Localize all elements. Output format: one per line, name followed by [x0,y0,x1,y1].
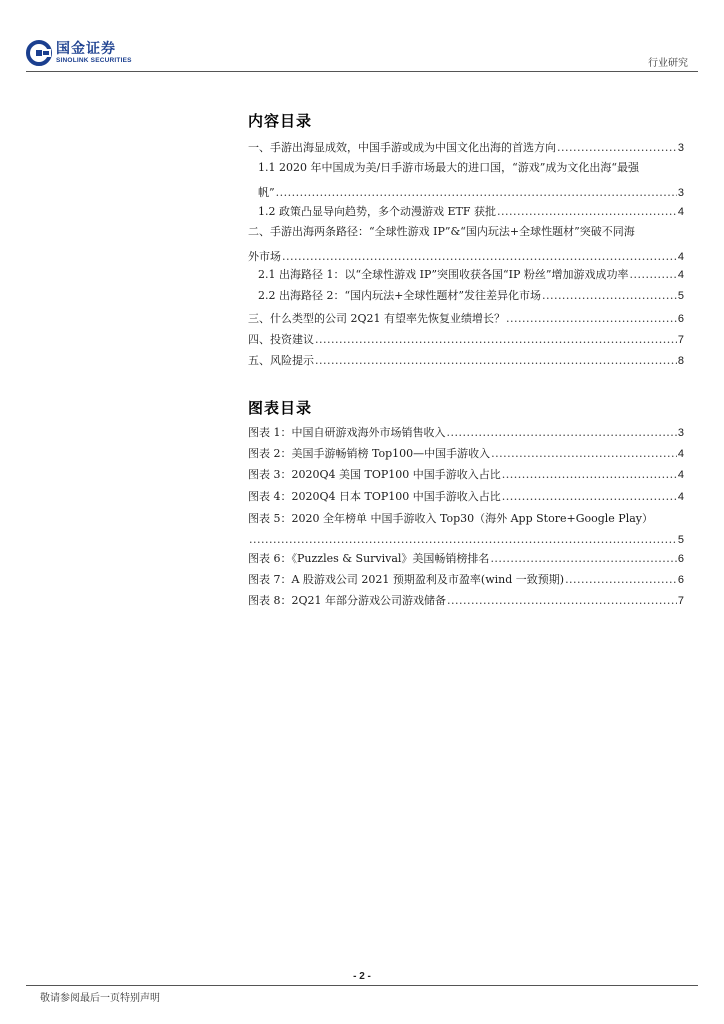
toc-entry[interactable]: 1.2 政策凸显导向趋势，多个动漫游戏 ETF 获批 ..... 4 [258,204,684,220]
header-divider [26,71,698,72]
toc-entry[interactable]: 2.2 出海路径 2：“国内玩法+全球性题材”发往差异化市场 ..... 5 [258,288,684,304]
figure-entry[interactable]: 图表 7：A 股游戏公司 2021 预期盈利及市盈率(wind 一致预期) ..... 6 [248,572,684,588]
footer-divider [26,985,698,986]
figure-entry[interactable]: 图表 8：2Q21 年部分游戏公司游戏储备 ..... 7 [248,593,684,609]
figure-entry[interactable]: 图表 2：美国手游畅销榜 Top100—中国手游收入 ..... 4 [248,446,684,462]
figure-entry[interactable]: 图表 5：2020 全年榜单 中国手游收入 Top30（海外 App Store+Google Play） ..... 5 [248,511,684,548]
figure-entry[interactable]: 图表 1：中国自研游戏海外市场销售收入 ..... 3 [248,425,684,441]
figure-entry[interactable]: 图表 3：2020Q4 美国 TOP100 中国手游收入占比 ..... 4 [248,467,684,483]
page-header [26,38,698,72]
toc-entry[interactable]: 三、什么类型的公司 2Q21 有望率先恢复业绩增长？ ..... 6 [248,311,684,327]
figure-entry[interactable]: 图表 4：2020Q4 日本 TOP100 中国手游收入占比 ..... 4 [248,489,684,505]
sinolink-logo-icon [26,40,52,66]
disclaimer-note: 敬请参阅最后一页特别声明 [40,993,160,1004]
toc-entry[interactable]: 1.1 2020 年中国成为美/日手游市场最大的进口国，“游戏”成为文化出海“最强 帆” ..... 3 [258,160,684,201]
logo-chinese-name: 国金证券 [56,40,116,57]
logo-english-name: SINOLINK SECURITIES [56,56,132,64]
report-category: 行业研究 [648,58,688,69]
figures-title: 图表目录 [248,399,313,417]
figure-entry[interactable]: 图表 6：《Puzzles & Survival》美国畅销榜排名 ..... 6 [248,551,684,567]
company-logo [26,38,132,68]
toc-entry[interactable]: 四、投资建议 ..... 7 [248,332,684,348]
toc-title: 内容目录 [248,112,313,130]
toc-entry[interactable]: 一、手游出海显成效，中国手游或成为中国文化出海的首选方向 ..... 3 [248,140,684,156]
toc-entry[interactable]: 二、手游出海两条路径：“全球性游戏 IP”&“国内玩法+全球性题材”突破不同海 外市场 ..... 4 [248,224,684,265]
toc-entry[interactable]: 2.1 出海路径 1：以“全球性游戏 IP”突围收获各国“IP 粉丝”增加游戏成功率 ..... 4 [258,267,684,283]
page-number: - 2 - [353,971,371,982]
toc-entry[interactable]: 五、风险提示 ..... 8 [248,353,684,369]
